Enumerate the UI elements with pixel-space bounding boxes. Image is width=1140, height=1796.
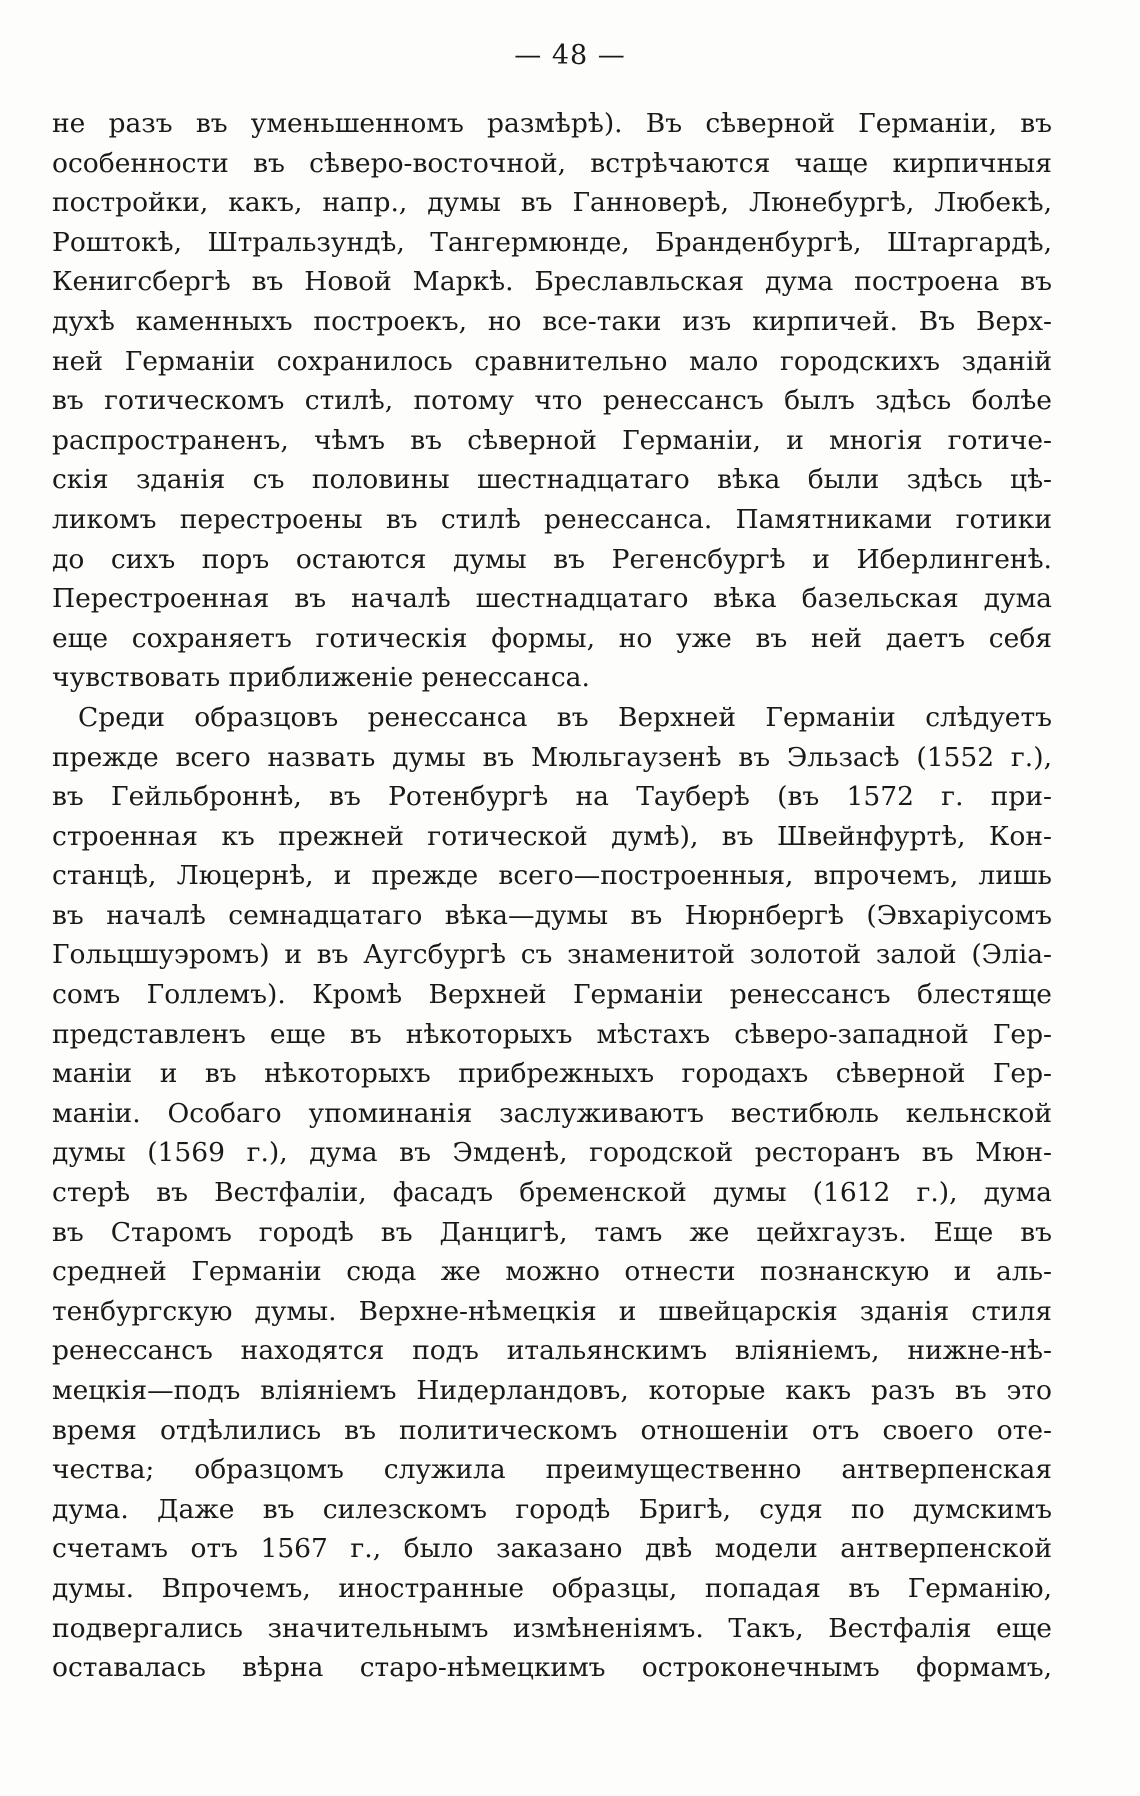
text-line: еще сохраняетъ готическія формы, но уже въ ней даетъ себя bbox=[52, 622, 1052, 654]
text-line: подвергались значительнымъ измѣненіямъ. Такъ, Вестфалія еще bbox=[52, 1612, 1052, 1644]
text-line: ликомъ перестроены въ стилѣ ренессанса. Памятниками готики bbox=[52, 503, 1052, 535]
text-line: ренессансъ находятся подъ итальянскимъ вліяніемъ, нижне-нѣ- bbox=[52, 1335, 1052, 1367]
text-line: Гольцшуэромъ) и въ Аугсбургѣ съ знаменитой золотой залой (Эліа- bbox=[52, 939, 1052, 971]
body-text bbox=[52, 104, 1052, 1688]
text-line: думы (1569 г.), дума въ Эмденѣ, городской ресторанъ въ Мюн- bbox=[52, 1137, 1052, 1169]
text-line: въ готическомъ стилѣ, потому что ренессансъ былъ здѣсь болѣе bbox=[52, 385, 1052, 417]
paragraph-end-line: чувствовать приближеніе ренессанса. bbox=[52, 662, 590, 694]
text-line: духѣ каменныхъ построекъ, но все-таки изъ кирпичей. Въ Верх- bbox=[52, 305, 1052, 337]
text-line: маніи. Особаго упоминанія заслуживаютъ вестибюль кельнской bbox=[52, 1097, 1052, 1129]
text-line: чества; образцомъ служила преимущественно антверпенская bbox=[52, 1454, 1052, 1486]
text-line: въ началѣ семнадцатаго вѣка—думы въ Нюрнбергѣ (Эвхаріусомъ bbox=[52, 899, 1052, 931]
text-line: оставалась вѣрна старо-нѣмецкимъ остроконечнымъ формамъ, bbox=[52, 1652, 1052, 1684]
text-line: въ Старомъ городѣ въ Данцигѣ, тамъ же цейхгаузъ. Еще въ bbox=[52, 1216, 1052, 1248]
text-line: въ Гейльброннѣ, въ Ротенбургѣ на Тауберѣ (въ 1572 г. при- bbox=[52, 781, 1052, 813]
text-line: строенная къ прежней готической думѣ), въ Швейнфуртѣ, Кон- bbox=[52, 820, 1052, 852]
text-line: средней Германіи сюда же можно отнести познанскую и аль- bbox=[52, 1256, 1052, 1288]
text-line: маніи и въ нѣкоторыхъ прибрежныхъ городахъ сѣверной Гер- bbox=[52, 1058, 1052, 1090]
text-line: особенности въ сѣверо-восточной, встрѣчаются чаще кирпичныя bbox=[52, 147, 1052, 179]
text-line: дума. Даже въ силезскомъ городѣ Бригѣ, судя по думскимъ bbox=[52, 1493, 1052, 1525]
text-line: Перестроенная въ началѣ шестнадцатаго вѣка базельская дума bbox=[52, 583, 1052, 615]
text-line: ней Германіи сохранилось сравнительно мало городскихъ зданій bbox=[52, 345, 1052, 377]
text-line: время отдѣлились въ политическомъ отношеніи отъ своего оте- bbox=[52, 1414, 1052, 1446]
text-line: до сихъ поръ остаются думы въ Регенсбургѣ и Иберлингенѣ. bbox=[52, 543, 1052, 575]
text-line: Кенигсбергѣ въ Новой Маркѣ. Бреславльская дума построена въ bbox=[52, 266, 1052, 298]
page-number: — 48 — bbox=[514, 40, 626, 71]
text-line: стерѣ въ Вестфаліи, фасадъ бременской думы (1612 г.), дума bbox=[52, 1177, 1052, 1209]
text-line: распространенъ, чѣмъ въ сѣверной Германіи, и многія готиче- bbox=[52, 424, 1052, 456]
text-line: скія зданія съ половины шестнадцатаго вѣка были здѣсь цѣ- bbox=[52, 464, 1052, 496]
text-line: прежде всего назвать думы въ Мюльгаузенѣ въ Эльзасѣ (1552 г.), bbox=[52, 741, 1052, 773]
text-line: думы. Впрочемъ, иностранные образцы, попадая въ Германію, bbox=[52, 1572, 1052, 1604]
text-line: Роштокѣ, Штральзундѣ, Тангермюнде, Бранденбургѣ, Штаргардѣ, bbox=[52, 226, 1052, 258]
paragraph-first-line: Среди образцовъ ренессанса въ Верхней Германіи слѣдуетъ bbox=[78, 701, 1052, 733]
text-line: сомъ Голлемъ). Кромѣ Верхней Германіи ренессансъ блестяще bbox=[52, 979, 1052, 1011]
text-line: тенбургскую думы. Верхне-нѣмецкія и швейцарскія зданія стиля bbox=[52, 1295, 1052, 1327]
text-line: мецкія—подъ вліяніемъ Нидерландовъ, которые какъ разъ въ это bbox=[52, 1375, 1052, 1406]
text-line: не разъ въ уменьшенномъ размѣрѣ). Въ сѣверной Германіи, въ bbox=[52, 108, 1052, 139]
text-line: счетамъ отъ 1567 г., было заказано двѣ модели антверпенской bbox=[52, 1533, 1052, 1565]
text-line: постройки, какъ, напр., думы въ Ганноверѣ, Люнебургѣ, Любекѣ, bbox=[52, 187, 1052, 219]
text-line: станцѣ, Люцернѣ, и прежде всего—построенныя, впрочемъ, лишь bbox=[52, 860, 1052, 892]
text-line: представленъ еще въ нѣкоторыхъ мѣстахъ сѣверо-западной Гер- bbox=[52, 1018, 1052, 1050]
